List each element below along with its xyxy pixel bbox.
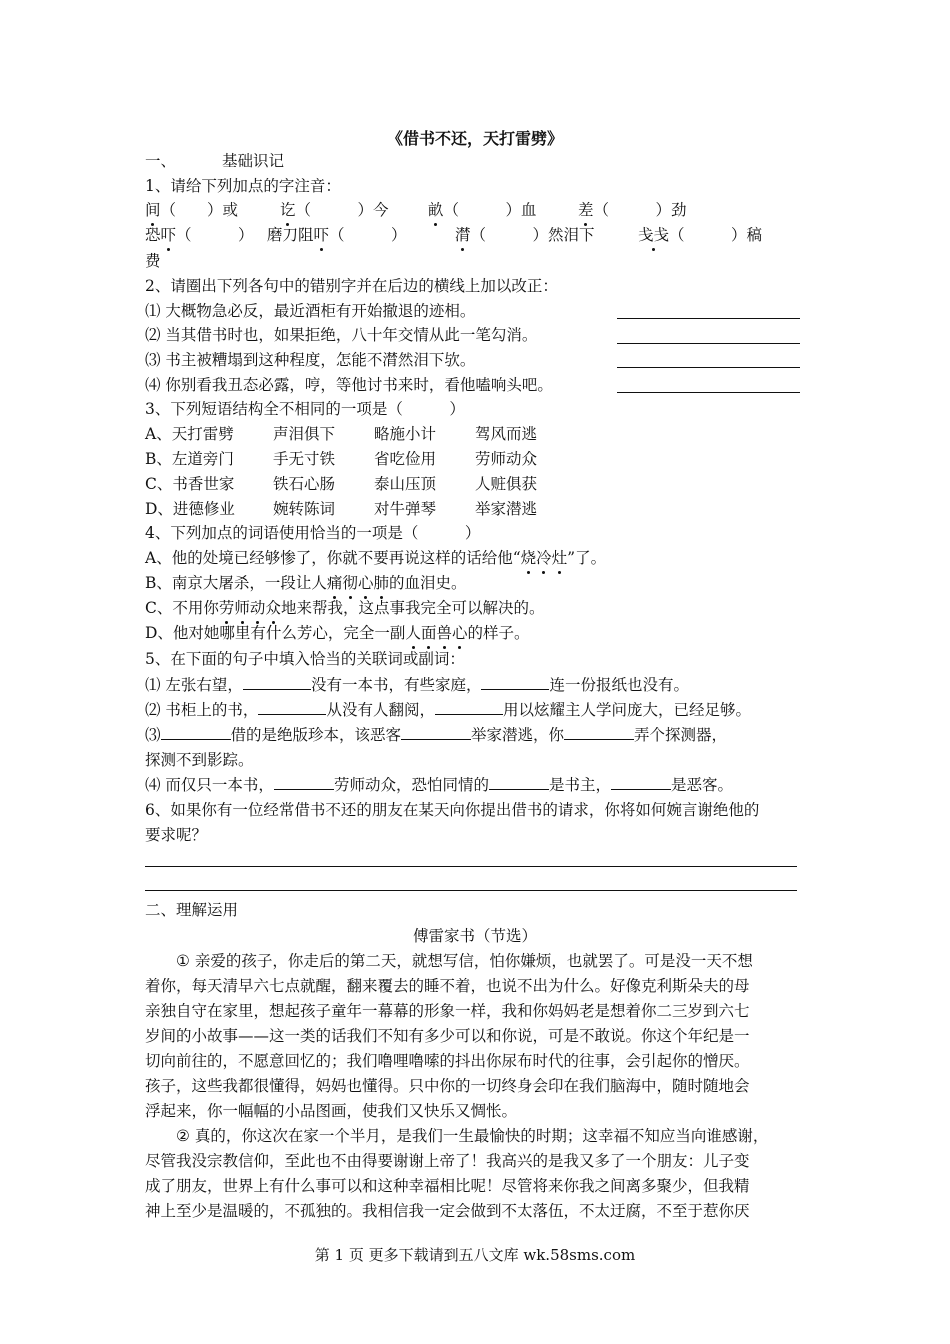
pinyin-item bbox=[145, 199, 280, 221]
option-phrase: D、进德修业 bbox=[145, 500, 235, 518]
option-text: 的样子。 bbox=[467, 624, 530, 642]
sentence-text: 没有一本书，有些家庭， bbox=[310, 676, 482, 694]
passage-line: ① 亲爱的孩子，你走后的第二天，就想写信，怕你嫌烦，也就罢了。可是没一天不想 bbox=[176, 952, 753, 970]
pinyin-item bbox=[145, 224, 267, 246]
dotted-char: 痛 bbox=[326, 574, 343, 592]
question-5-sentence-4 bbox=[145, 774, 733, 796]
sentence-text: 是书主， bbox=[548, 776, 611, 794]
option-phrase: A、天打雷劈 bbox=[145, 425, 234, 443]
section-number: 一、 bbox=[145, 152, 177, 170]
answer-line[interactable] bbox=[145, 866, 797, 867]
question-5-sentence-2 bbox=[145, 699, 751, 721]
option-phrase: 略施小计 bbox=[374, 425, 437, 443]
dotted-char: 讫 bbox=[280, 201, 296, 219]
dotted-char: 人 bbox=[405, 624, 421, 642]
option-text: D、他对她哪里有什么芳心，完全一副 bbox=[145, 624, 406, 642]
dotted-char: 吓 bbox=[160, 226, 177, 244]
dotted-char: 戋戋 bbox=[638, 226, 670, 244]
question-3-option bbox=[145, 448, 537, 470]
passage-line: 岁间的小故事——这一类的话我们不知有多少可以和你说，可是不敢说。你这个年纪是一 bbox=[145, 1027, 750, 1045]
answer-paren: （ ） bbox=[470, 226, 549, 244]
question-5-prompt: 5、在下面的句子中填入恰当的关联词或副词： bbox=[145, 650, 465, 668]
question-1-row-3: 费 bbox=[145, 252, 161, 270]
question-4-option-d bbox=[145, 622, 530, 644]
page-footer: 第 1 页 更多下载请到五八文库 wk.58sms.com bbox=[314, 1246, 636, 1264]
fill-blank[interactable] bbox=[435, 699, 503, 715]
word-head: 磨刀阻 bbox=[267, 226, 314, 244]
sentence-text: 借的是绝版珍本，该恶客 bbox=[230, 726, 402, 744]
answer-paren: （ ） bbox=[443, 201, 522, 219]
sentence-text: 举家潜逃，你 bbox=[471, 726, 565, 744]
sentence-text: 连一份报纸也没有。 bbox=[549, 676, 689, 694]
option-phrase: 人赃俱获 bbox=[475, 475, 538, 493]
pinyin-item bbox=[428, 199, 578, 221]
dotted-char: 灶 bbox=[551, 549, 568, 567]
option-phrase: 驾风而逃 bbox=[475, 425, 538, 443]
document-title: 《借书不还，天打雷劈》 bbox=[386, 129, 563, 148]
dotted-char: 间 bbox=[145, 201, 161, 219]
option-phrase: C、书香世家 bbox=[145, 475, 235, 493]
section-label: 基础识记 bbox=[222, 152, 285, 170]
dotted-char: 彻 bbox=[342, 574, 358, 592]
sentence-text: 用以炫耀主人学问庞大，已经足够。 bbox=[502, 701, 751, 719]
option-phrase: 手无寸铁 bbox=[273, 450, 336, 468]
answer-paren: （ ） bbox=[160, 201, 223, 219]
passage-line: 浮起来，你一幅幅的小品图画，使我们又快乐又惆怅。 bbox=[145, 1102, 518, 1120]
sentence-text: ⑶ bbox=[145, 726, 161, 744]
dotted-char: 师 bbox=[234, 599, 250, 617]
dotted-char: 差 bbox=[578, 201, 594, 219]
fill-blank[interactable] bbox=[611, 774, 671, 790]
dotted-char: 动 bbox=[249, 599, 266, 617]
word-tail: 稿 bbox=[746, 226, 763, 244]
passage-paragraph-1 bbox=[145, 949, 805, 1124]
word-tail: 或 bbox=[222, 201, 239, 219]
option-text: C、不用你 bbox=[145, 599, 219, 617]
sentence-text: 从没有人翻阅， bbox=[326, 701, 435, 719]
question-2-item: ⑵ 当其借书时也，如果拒绝，八十年交情从此一笔勾消。 bbox=[145, 326, 538, 344]
option-phrase: 声泪俱下 bbox=[273, 425, 336, 443]
dotted-word bbox=[219, 599, 281, 617]
question-4-option-c bbox=[145, 597, 544, 619]
sentence-text: ⑴ 左张右望， bbox=[145, 676, 243, 694]
answer-line[interactable] bbox=[617, 318, 800, 319]
answer-paren: （ ） bbox=[295, 201, 374, 219]
answer-line[interactable] bbox=[617, 343, 800, 344]
question-3-option bbox=[145, 423, 537, 445]
section-heading-2: 二、理解运用 bbox=[145, 901, 239, 919]
pinyin-item bbox=[455, 224, 638, 246]
answer-paren: （ ） bbox=[329, 226, 407, 244]
option-phrase: 婉转陈词 bbox=[273, 500, 336, 518]
passage-line: ② 真的，你这次在家一个半月，是我们一生最愉快的时期；这幸福不知应当向谁感谢， bbox=[176, 1127, 769, 1145]
fill-blank[interactable] bbox=[401, 724, 471, 740]
option-phrase: 泰山压顶 bbox=[374, 475, 437, 493]
sentence-text: 弄个探测器， bbox=[634, 726, 728, 744]
passage-line: 着你，每天清早六七点就醒，翻来覆去的睡不着，也说不出为什么。好像克利斯朵夫的母 bbox=[145, 977, 750, 995]
question-3-option bbox=[145, 473, 537, 495]
passage-title: 傅雷家书（节选） bbox=[412, 927, 537, 945]
option-phrase: 省吃俭用 bbox=[374, 450, 437, 468]
option-phrase: 劳师动众 bbox=[475, 450, 538, 468]
dotted-char: 众 bbox=[265, 599, 281, 617]
question-2-item: ⑷ 你别看我丑态必露，哼，等他讨书来时，看他嗑响头吧。 bbox=[145, 376, 553, 394]
passage-line: 尽管我没宗教信仰，至此也不由得要谢谢上帝了！我高兴的是我又多了一个朋友：儿子变 bbox=[145, 1152, 750, 1170]
question-5-sentence-3-cont: 探测不到影踪。 bbox=[145, 751, 254, 769]
option-text: B、南京大屠杀，一段让人 bbox=[145, 574, 327, 592]
pinyin-item bbox=[280, 199, 428, 221]
dotted-char: 面 bbox=[420, 624, 437, 642]
dotted-word bbox=[521, 549, 568, 567]
question-1-row-2 bbox=[145, 224, 762, 246]
option-phrase: 举家潜逃 bbox=[475, 500, 538, 518]
dotted-char: 吓 bbox=[313, 226, 330, 244]
question-6-prompt: 6、如果你有一位经常借书不还的朋友在某天向你提出借书的请求，你将如何婉言谢绝他的 bbox=[145, 801, 760, 819]
sentence-text: 是恶客。 bbox=[670, 776, 733, 794]
question-4-option-b bbox=[145, 572, 466, 594]
pinyin-item bbox=[578, 201, 687, 219]
answer-paren: （ ） bbox=[593, 201, 672, 219]
option-text: ”了。 bbox=[567, 549, 607, 567]
dotted-char: 烧 bbox=[520, 549, 537, 567]
answer-line[interactable] bbox=[617, 367, 800, 368]
fill-blank[interactable] bbox=[489, 774, 549, 790]
dotted-char: 心 bbox=[357, 574, 374, 592]
question-1-row-1 bbox=[145, 199, 687, 221]
sentence-text: ⑷ 而仅只一本书， bbox=[145, 776, 274, 794]
fill-blank[interactable] bbox=[274, 774, 334, 790]
dotted-char: 冷 bbox=[536, 549, 552, 567]
passage-line: 成了朋友，世界上有什么事可以和这种幸福相比呢！尽管将来你我之间离多聚少，但我精 bbox=[145, 1177, 750, 1195]
dotted-char: 兽 bbox=[436, 624, 452, 642]
pinyin-item bbox=[267, 224, 455, 246]
sentence-text: 劳师动众，恐怕同情的 bbox=[333, 776, 489, 794]
question-4-prompt: 4、下列加点的词语使用恰当的一项是（ ） bbox=[145, 524, 481, 542]
word-tail: 今 bbox=[373, 201, 389, 219]
question-4-option-a bbox=[145, 547, 606, 569]
dotted-char: 畝 bbox=[428, 201, 444, 219]
answer-line[interactable] bbox=[145, 890, 797, 891]
word-tail: 血 bbox=[521, 201, 537, 219]
dotted-char: 肺 bbox=[373, 574, 389, 592]
answer-line[interactable] bbox=[617, 392, 800, 393]
passage-line: 神上至少是温暖的，不孤独的。我相信我一定会做到不太落伍，不太迂腐，不至于惹你厌 bbox=[145, 1202, 750, 1220]
question-2-item: ⑶ 书主被糟塌到这种程度，怎能不潸然泪下欤。 bbox=[145, 351, 476, 369]
passage-paragraph-2 bbox=[145, 1124, 805, 1224]
question-5-sentence-3 bbox=[145, 724, 727, 746]
word-tail: 然泪下 bbox=[548, 226, 595, 244]
option-phrase: B、左道旁门 bbox=[145, 450, 234, 468]
dotted-char: 劳 bbox=[218, 599, 235, 617]
pinyin-item bbox=[638, 226, 762, 244]
option-text: 的血泪史。 bbox=[388, 574, 467, 592]
fill-blank[interactable] bbox=[243, 674, 311, 690]
passage-line: 孩子，这些我都很懂得，妈妈也懂得。只中你的一切终身会印在我们脑海中，随时随地会 bbox=[145, 1077, 750, 1095]
question-1-prompt: 1、请给下列加点的字注音： bbox=[145, 177, 341, 195]
option-phrase: 铁石心肠 bbox=[273, 475, 336, 493]
question-2-item: ⑴ 大概物急必反，最近酒柜有开始撤退的迹相。 bbox=[145, 302, 476, 320]
answer-paren: （ ） bbox=[176, 226, 254, 244]
question-6-prompt-cont: 要求呢？ bbox=[145, 826, 208, 844]
question-3-option bbox=[145, 498, 537, 520]
fill-blank[interactable] bbox=[481, 674, 549, 690]
word-head: 恐 bbox=[145, 226, 161, 244]
option-text: 地来帮我，这点事我完全可以解决的。 bbox=[280, 599, 545, 617]
sentence-text: ⑵ 书柜上的书， bbox=[145, 701, 259, 719]
dotted-word bbox=[405, 624, 467, 642]
question-5-sentence-1 bbox=[145, 674, 689, 696]
answer-paren: （ ） bbox=[669, 226, 747, 244]
option-text: A、他的处境已经够惨了，你就不要再说这样的话给他“ bbox=[145, 549, 521, 567]
dotted-word bbox=[327, 574, 389, 592]
passage-line: 亲独自守在家里，想起孩子童年一幕幕的形象一样，我和你妈妈老是想着你二三岁到六七 bbox=[145, 1002, 750, 1020]
fill-blank[interactable] bbox=[564, 724, 634, 740]
passage-line: 切向前往的，不愿意回忆的；我们噜哩噜嗦的抖出你尿布时代的往事，会引起你的憎厌。 bbox=[145, 1052, 750, 1070]
section-heading-1 bbox=[145, 150, 284, 172]
option-phrase: 对牛弹琴 bbox=[374, 500, 437, 518]
word-tail: 劲 bbox=[671, 201, 687, 219]
dotted-char: 潸 bbox=[455, 226, 471, 244]
question-2-prompt: 2、请圈出下列各句中的错别字并在后边的横线上加以改正： bbox=[145, 277, 558, 295]
question-3-prompt: 3、下列短语结构全不相同的一项是（ ） bbox=[145, 400, 465, 418]
fill-blank[interactable] bbox=[258, 699, 326, 715]
dotted-char: 心 bbox=[451, 624, 468, 642]
fill-blank[interactable] bbox=[161, 724, 231, 740]
